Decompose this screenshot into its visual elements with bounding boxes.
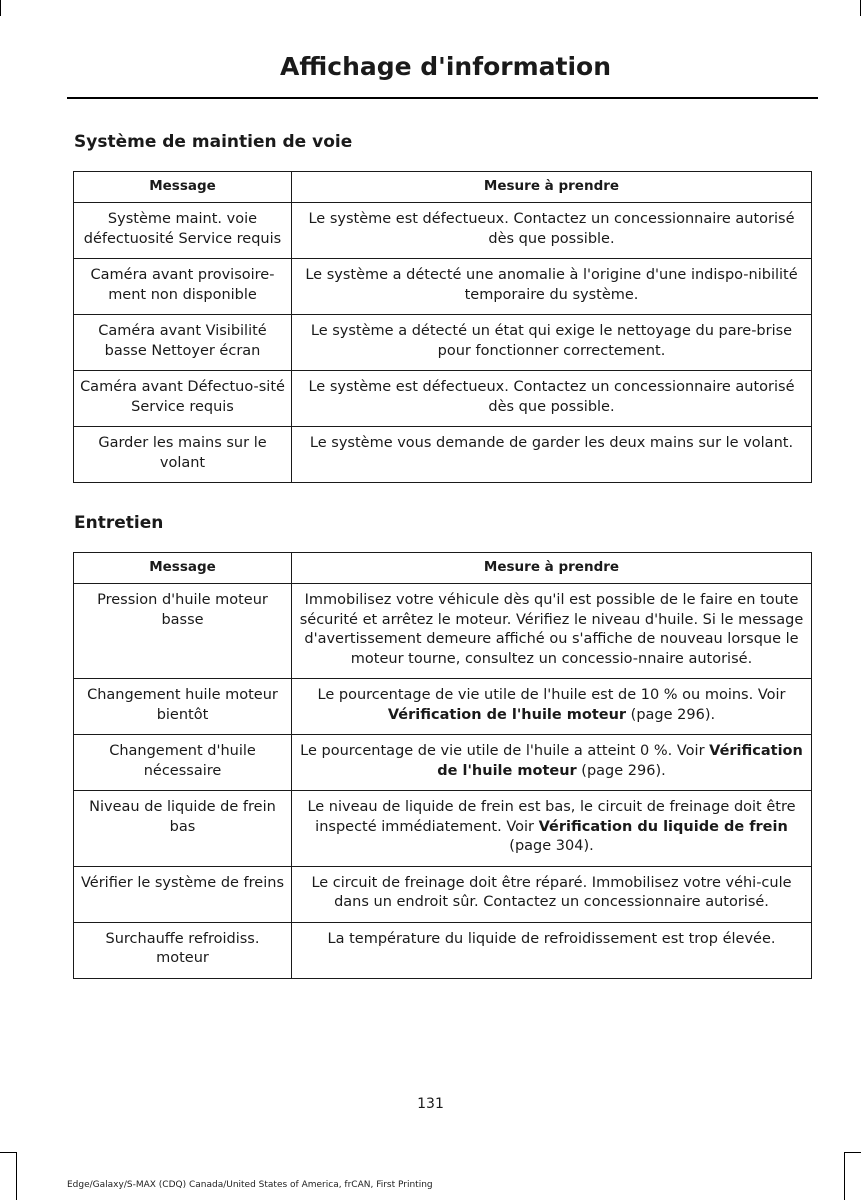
- message-cell: Caméra avant Visibilité basse Nettoyer écran: [74, 315, 292, 371]
- table-header-row: [74, 172, 812, 203]
- column-header-action: Mesure à prendre: [292, 172, 812, 203]
- action-cell: [292, 735, 812, 791]
- cross-reference-link[interactable]: Vérification de l'huile moteur: [437, 743, 803, 779]
- cross-reference-link[interactable]: Vérification de l'huile moteur: [387, 706, 627, 723]
- table-row: [74, 203, 812, 259]
- message-cell: Système maint. voie défectuosité Service requis: [74, 203, 292, 259]
- table-row: [74, 791, 812, 867]
- action-cell: Le système vous demande de garder les deux mains sur le volant.: [292, 427, 812, 483]
- table-row: [74, 427, 812, 483]
- table-row: [74, 259, 812, 315]
- action-cell: Immobilisez votre véhicule dès qu'il est possible de le faire en toute sécurité et arrêtez le moteur. Vérifiez le niveau d'huile. Si le message d'avertissement demeure affiché ou s'affiche de nouveau lorsque le moteur tourne, consultez un concessio-nnaire autorisé.: [292, 584, 812, 679]
- message-cell: Niveau de liquide de frein bas: [74, 791, 292, 867]
- message-cell: Surchauffe refroidiss. moteur: [74, 922, 292, 978]
- message-cell: Garder les mains sur le volant: [74, 427, 292, 483]
- crop-mark-top-left: [0, 0, 1, 16]
- message-cell: Pression d'huile moteur basse: [74, 584, 292, 679]
- column-header-message: Message: [74, 172, 292, 203]
- crop-mark-bottom-right-horizontal: [845, 1152, 861, 1153]
- action-cell: Le circuit de freinage doit être réparé. Immobilisez votre véhi-cule dans un endroit sûr. Contactez un concessionnaire autorisé.: [292, 866, 812, 922]
- action-text: Le pourcentage de vie utile de l'huile a atteint 0 %. Voir: [300, 743, 710, 759]
- crop-mark-bottom-left-vertical: [16, 1152, 17, 1200]
- table-row: [74, 679, 812, 735]
- action-cell: Le système est défectueux. Contactez un concessionnaire autorisé dès que possible.: [292, 371, 812, 427]
- table-row: [74, 315, 812, 371]
- message-cell: Changement huile moteur bientôt: [74, 679, 292, 735]
- page-reference: (page 304).: [509, 838, 594, 854]
- crop-mark-bottom-left-horizontal: [0, 1152, 16, 1153]
- cross-reference-link[interactable]: Vérification du liquide de frein: [538, 818, 788, 835]
- message-cell: Vérifier le système de freins: [74, 866, 292, 922]
- page-reference: (page 296).: [626, 706, 716, 723]
- action-cell: [292, 791, 812, 867]
- lane-keeping-table: [73, 171, 812, 483]
- action-cell: [292, 679, 812, 735]
- action-cell: Le système a détecté une anomalie à l'origine d'une indispo-nibilité temporaire du système.: [292, 259, 812, 315]
- table-row: [74, 922, 812, 978]
- action-text: Le pourcentage de vie utile de l'huile est de 10 % ou moins. Voir: [317, 687, 786, 703]
- title-rule: [67, 97, 818, 99]
- table-row: [74, 866, 812, 922]
- table-header-row: [74, 553, 812, 584]
- table-row: [74, 584, 812, 679]
- action-cell: Le système est défectueux. Contactez un concessionnaire autorisé dès que possible.: [292, 203, 812, 259]
- action-cell: La température du liquide de refroidissement est trop élevée.: [292, 922, 812, 978]
- crop-mark-bottom-right-vertical: [844, 1152, 845, 1200]
- section-heading-lane-keeping: Système de maintien de voie: [74, 132, 353, 152]
- message-cell: Changement d'huile nécessaire: [74, 735, 292, 791]
- message-cell: Caméra avant Défectuo-sité Service requis: [74, 371, 292, 427]
- page-number: 131: [417, 1096, 444, 1112]
- maintenance-table: [73, 552, 812, 979]
- message-cell: Caméra avant provisoire-ment non disponible: [74, 259, 292, 315]
- footer-edition: Edge/Galaxy/S-MAX (CDQ) Canada/United States of America, frCAN, First Printing: [67, 1180, 433, 1190]
- column-header-message: Message: [74, 553, 292, 584]
- section-heading-maintenance: Entretien: [74, 513, 164, 533]
- column-header-action: Mesure à prendre: [292, 553, 812, 584]
- table-row: [74, 371, 812, 427]
- page-reference: (page 296).: [576, 762, 666, 779]
- page-title: Affichage d'information: [280, 52, 611, 81]
- table-row: [74, 735, 812, 791]
- action-cell: Le système a détecté un état qui exige le nettoyage du pare-brise pour fonctionner correctement.: [292, 315, 812, 371]
- action-text: Le niveau de liquide de frein est bas, le circuit de freinage doit être inspecté immédiatement. Voir: [307, 799, 796, 835]
